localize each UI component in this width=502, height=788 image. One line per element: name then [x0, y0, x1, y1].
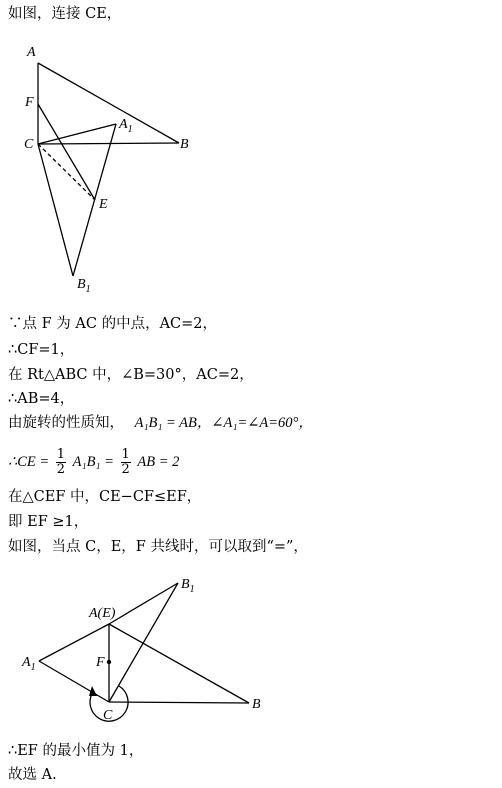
label-ae: A(E) [89, 606, 116, 621]
intro-line: 如图，连接 CE， [8, 6, 122, 22]
reason-line-7: 即 EF ≥1， [8, 514, 89, 530]
segment-fe [38, 104, 95, 200]
label-b: B [252, 697, 261, 712]
reason-line-5 [8, 413, 313, 433]
reason-line-4: ∴AB=4， [8, 391, 75, 407]
segment-cb1 [38, 144, 73, 276]
reason-line-6: 在△CEF 中，CE−CF≤EF， [8, 489, 202, 505]
label-b1: $B_1$ [77, 277, 91, 295]
reason-line-8: 如图，当点 C，E，F 共线时，可以取到“=”， [8, 539, 308, 555]
reason-line-5-text: 由旋转的性质知， [8, 415, 124, 431]
segment-c-b [109, 702, 249, 703]
point-f [107, 660, 111, 664]
half-fraction-1: $\frac{1}{2}$ [56, 446, 66, 477]
ce-equation-part-2: A₁B₁ = [72, 454, 114, 470]
label-f: F [25, 95, 34, 110]
reason-line-2: ∴CF=1， [8, 342, 75, 358]
reason-line-1: ∵点 F 为 AC 的中点，AC=2， [8, 316, 218, 332]
label-a: A [27, 45, 36, 60]
ce-equation-part-3: AB = 2 [137, 454, 180, 470]
figure-1 [0, 40, 240, 310]
label-a1: $A_1$ [22, 655, 36, 673]
segment-ae-b1 [109, 583, 178, 624]
ce-equation-part-1: ∴CE = [8, 454, 50, 470]
ce-equation [8, 446, 179, 478]
segment-ab [38, 63, 179, 143]
label-a1: $A_1$ [119, 117, 133, 135]
reason-line-3: 在 Rt△ABC 中，∠B=30°，AC=2， [8, 367, 254, 383]
figure-2 [0, 570, 300, 740]
label-b1: $B_1$ [181, 577, 195, 595]
label-e: E [99, 197, 108, 212]
segment-ae-b [109, 624, 249, 703]
segment-c-b1 [109, 583, 178, 702]
label-c: C [24, 137, 34, 152]
label-f: F [96, 655, 105, 670]
conclusion-line: ∴EF 的最小值为 1， [8, 743, 144, 759]
reason-line-5-formula: A₁B₁ = AB，∠A₁=∠A=60°， [134, 415, 313, 431]
segment-ca1 [38, 124, 116, 144]
segment-cb [38, 143, 179, 144]
label-b: B [180, 137, 189, 152]
half-fraction-2: $\frac{1}{2}$ [121, 446, 130, 477]
answer-line: 故选 A. [8, 767, 57, 783]
label-c: C [103, 708, 113, 723]
